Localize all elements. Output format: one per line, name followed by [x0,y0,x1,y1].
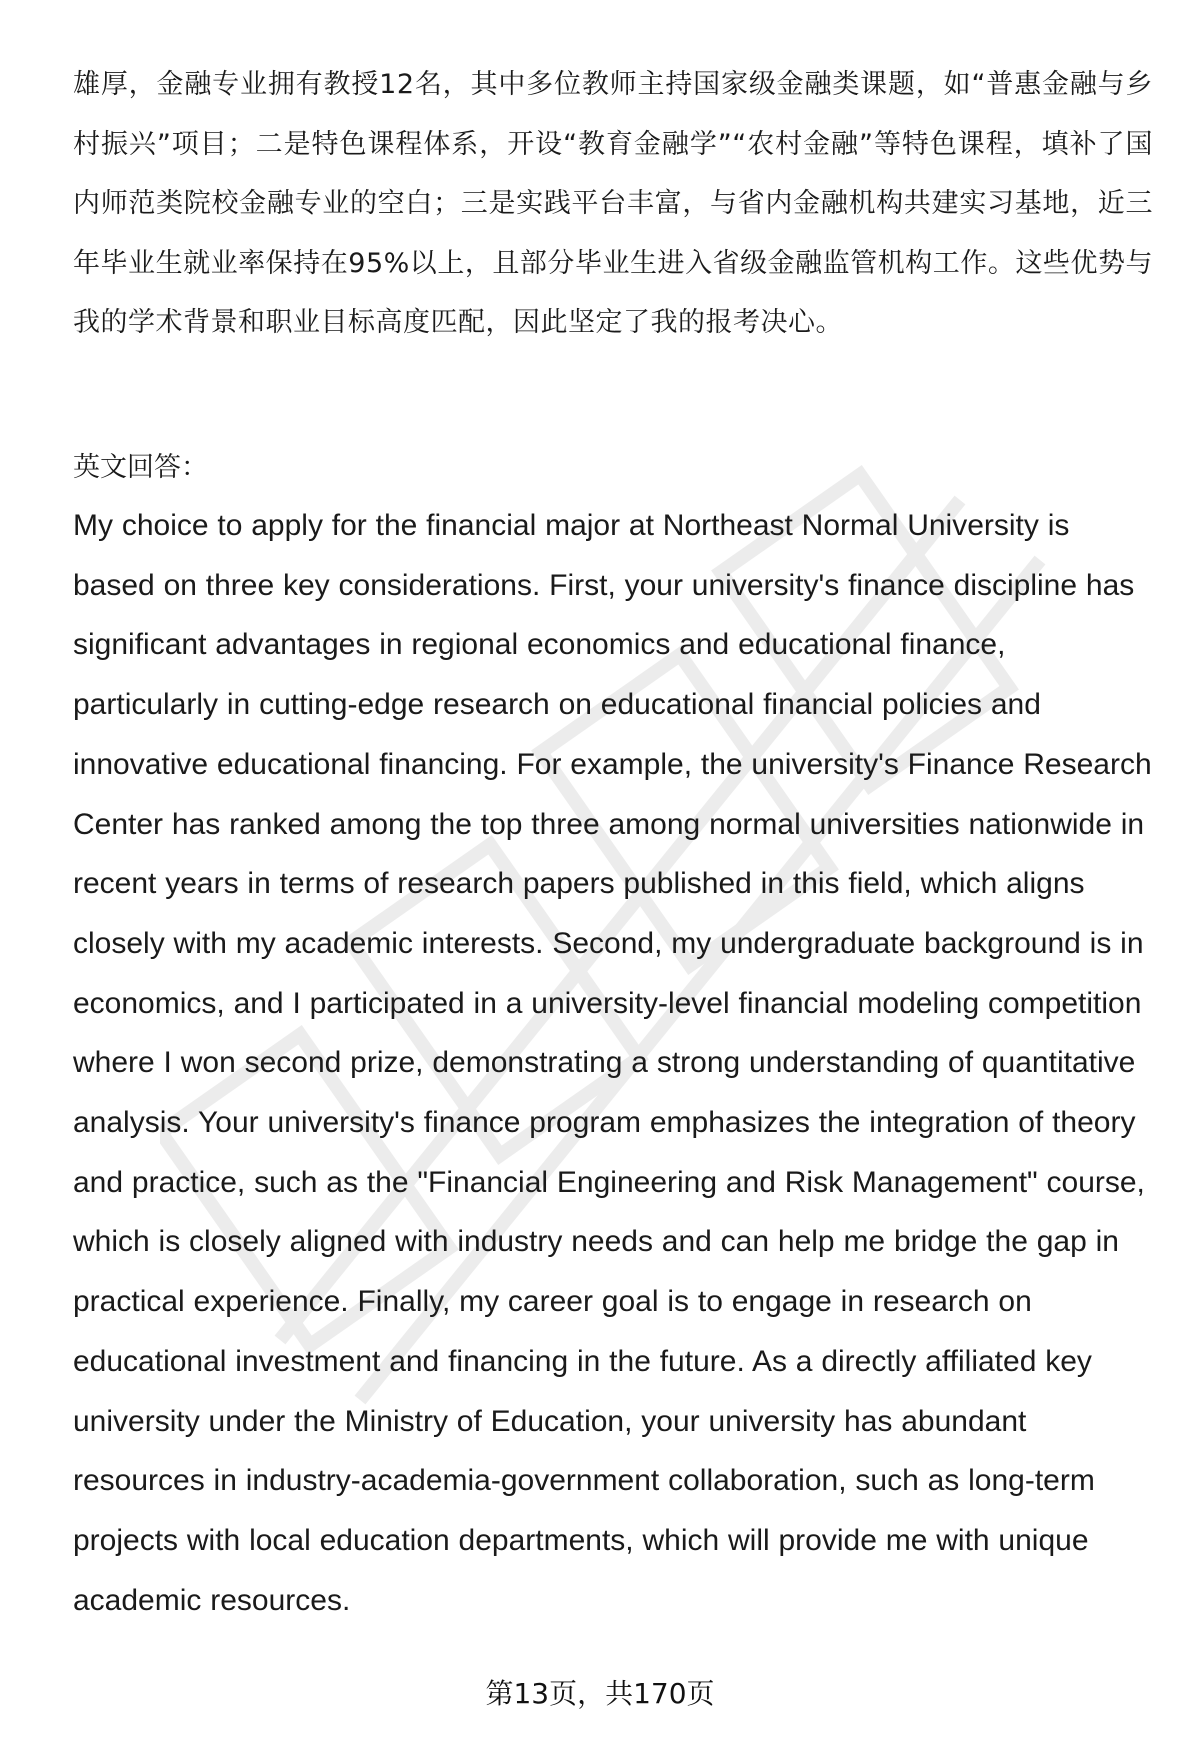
english-answer-label: 英文回答： [73,452,208,483]
english-answer-paragraph: My choice to apply for the financial major at Northeast Normal University is based on three key considerations. First, your university's finance discipline has significant advantages in regional economics and educational finance, particularly in cutting-edge research on educational financial policies and innovative educational financing. For example, the university's Finance Research Center has ranked among the top three among normal universities nationwide in recent years in terms of research papers published in this field, which aligns closely with my academic interests. Second, my undergraduate background is in economics, and I participated in a university-level financial modeling competition where I won second prize, demonstrating a strong understanding of quantitative analysis. Your university's finance program emphasizes the integration of theory and practice, such as the "Financial Engineering and Risk Management" course, which is closely aligned with industry needs and can help me bridge the gap in practical experience. Finally, my career goal is to engage in research on educational investment and financing in the future. As a directly affiliated key university under the Ministry of Education, your university has abundant resources in industry-academia-government collaboration, such as long-term projects with local education departments, which will provide me with unique academic resources. [73,509,1152,1617]
page-number-footer: 第13页，共170页 [485,1677,715,1710]
chinese-answer-paragraph: 雄厚，金融专业拥有教授12名，其中多位教师主持国家级金融类课题，如“普惠金融与乡村振兴”项目；二是特色课程体系，开设“教育金融学”“农村金融”等特色课程，填补了国内师范类院校金融专业的空白；三是实践平台丰富，与省内金融机构共建实习基地，近三年毕业生就业率保持在95%以上，且部分毕业生进入省级金融监管机构工作。这些优势与我的学术背景和职业目标高度匹配，因此坚定了我的报考决心。 [73,69,1153,338]
